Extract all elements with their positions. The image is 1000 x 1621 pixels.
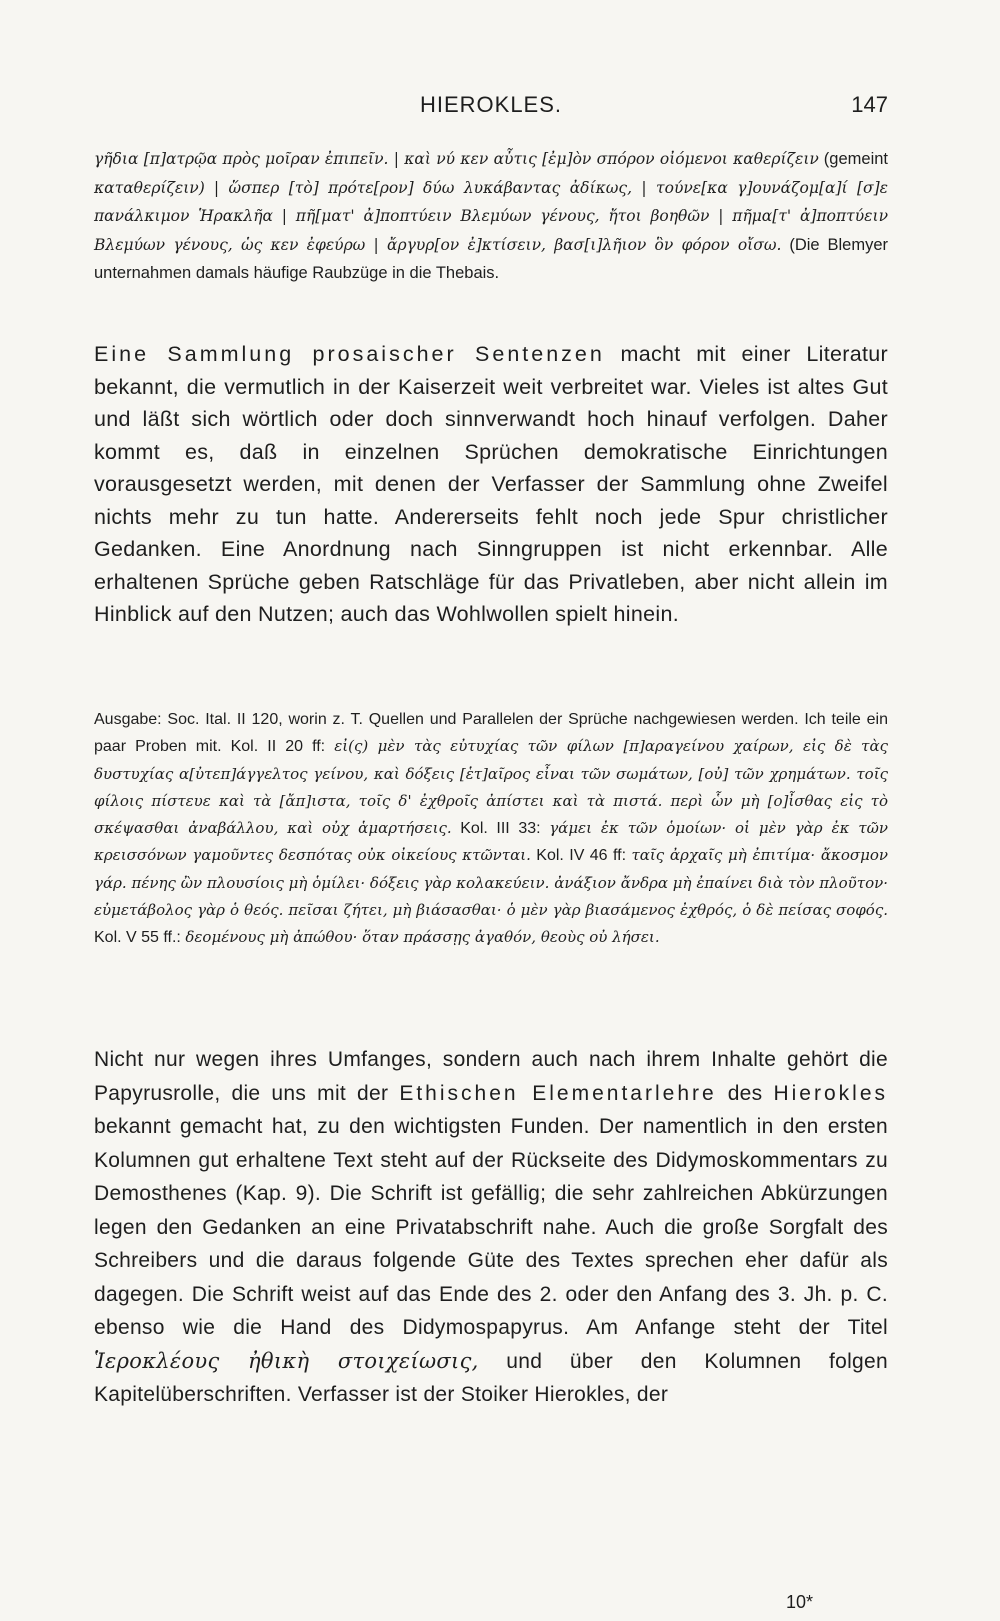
page-header: [94, 92, 888, 132]
printer-signature: 10*: [786, 1592, 814, 1612]
sample-greek-4: δεομένους μὴ ἀπώθου· ὅταν πράσσῃς ἀγαθόν, θεοὺς οὐ λήσει.: [185, 928, 660, 947]
paragraph-text: macht mit einer Literatur bekannt, die vermutlich in der Kaiserzeit weit verbreitet war. Vieles ist altes Gut und läßt sich wörtlich oder doch sinnverwandt hoch hinauf verfolgen. Daher kommt es, daß in einzelnen Sprüchen demokratische Einrichtungen vorausgesetzt werden, mit denen der Verfasser der Sammlung ohne Zweifel nichts mehr zu tun hatte. Andererseits fehlt noch jede Spur christlicher Gedanken. Eine Anordnung nach Sinngruppen ist nicht erkennbar. Alle erhaltenen Sprüche geben Ratschläge für das Privatleben, aber nicht allein im Hinblick auf den Nutzen; auch das Wohlwollen spielt hinein.: [94, 342, 888, 626]
paragraph-text-2: des: [727, 1081, 763, 1105]
page-number: 147: [851, 92, 888, 117]
note-german-2: (Die Blemyer unternahmen damals häufige Raubzüge in die Thebais.: [94, 235, 888, 282]
running-title: HIEROKLES.: [419, 92, 563, 117]
paragraph-sentences: [94, 338, 888, 631]
sample-greek-1: εἰ(ς) μὲν τὰς εὐτυχίας τῶν φίλων [π]αραγείνου χαίρων, εἰς δὲ τὰς δυστυχίας α[ὐτεπ]άγγελτος γείνου, καὶ δόξεις [ἑτ]αῖρος εἶναι τῶν σωμάτων, [οὐ] τῶν χρημάτων. τοῖς φίλοις πίστευε καὶ τὰ [ἄπ]ιστα, τοῖς δ' ἐχθροῖς ἀπίστει καὶ τὰ πιστά. περὶ ὧν μὴ [ο]ἶσθας εἰς τὸ σκέψασθαι ἀναβάλλου, καὶ οὐχ ἁμαρτήσεις.: [94, 737, 888, 838]
note-german-1: (gemeint: [823, 150, 888, 168]
greek-quote-3: | ὥσπερ [τὸ] πρότε[ρον] δύω λυκάβαντας ἀδίκως, | τούνε[κα γ]ουνάζομ[α]ί [σ]ε πανάλκιμον Ἡρακλῆα | πῆ[ματ' ἀ]ποπτύειν Βλεμύων γένους, ἤτοι βοηθῶν | πῆμα[τ' ἀ]ποπτύειν Βλεμύων γένους, ὡς κεν ἐφεύρω | ἄργυρ[ον ἐ]κτίσειν, βασ[ι]λῆιον ὃν φόρον οἴσω.: [94, 178, 888, 254]
column-ref-3: Kol. III 33:: [460, 820, 541, 838]
greek-quote-2: καταθερίζειν): [94, 178, 205, 197]
work-title: Ethischen Elementarlehre: [399, 1081, 717, 1105]
paragraph-hierokles: [94, 1043, 888, 1412]
sample-greek-3: ταῖς ἀρχαῖς μὴ ἐπιτίμα· ἄκοσμον γάρ. πένης ὢν πλουσίοις μὴ ὁμίλει· δόξεις γὰρ κολακεύειν. ἀνάξιον ἄνδρα μὴ ἐπαίνει διὰ τὸν πλοῦτον· εὐμετάβολος γὰρ ὁ θεός. πεῖσαι ζήτει, μὴ βιάσασθαι· ὁ μὲν γὰρ βιασάμενος ἐχθρός, ὁ δὲ πείσας σοφός.: [94, 846, 888, 920]
author-name: Hierokles: [773, 1081, 888, 1105]
column-ref-5: Kol. V 55 ff.:: [94, 929, 181, 947]
source-samples: [94, 706, 888, 952]
paragraph-lead: Eine Sammlung prosaischer Sentenzen: [94, 342, 605, 366]
source-edition: Ausgabe: Soc. Ital. II 120, worin z. T. Quellen und Parallelen der Sprüche nachgewiesen werden. Ich teile ein paar Proben mit. Kol. II 20 ff:: [94, 711, 888, 756]
greek-quote-1: γῆδια [π]ατρῷα πρὸς μοῖραν ἐπιπεῖν. | καὶ νύ κεν αὖτις [ἐμ]ὸν σπόρον οἰόμενοι καθερίζειν: [94, 150, 819, 168]
paragraph-text-4: und über den Kolumnen folgen Kapitelüberschriften. Verfasser ist der Stoiker Hierokles, der: [94, 1349, 888, 1406]
paragraph-text-3: bekannt gemacht hat, zu den wichtigsten Funden. Der namentlich in den ersten Kolumnen gut erhaltene Text steht auf der Rückseite des Didymoskommentars zu Demosthenes (Kap. 9). Die Schrift ist gefällig; die sehr zahlreichen Abkürzungen legen den Gedanken an eine Privatabschrift nahe. Auch die große Sorgfalt des Schreibers und die daraus folgende Güte des Textes sprechen eher dafür als dagegen. Die Schrift weist auf das Ende des 2. oder den Anfang des 3. Jh. p. C. ebenso wie die Hand des Didymospapyrus. Am Anfange steht der Titel: [94, 1115, 888, 1339]
sample-greek-2: γάμει ἐκ τῶν ὁμοίων· οἱ μὲν γὰρ ἐκ τῶν κρεισσόνων γαμοῦντες δεσπότας οὐκ οἰκείους κτῶνται.: [94, 819, 888, 865]
paragraph-text-1: Nicht nur wegen ihres Umfanges, sondern auch nach ihrem Inhalte gehört die Papyrusrolle, die uns mit der: [94, 1048, 888, 1105]
column-ref-4: Kol. IV 46 ff:: [536, 847, 627, 865]
greek-quote-note: [94, 145, 888, 288]
greek-title: Ἱεροκλέους ἠθικὴ στοιχείωσις,: [94, 1348, 479, 1373]
